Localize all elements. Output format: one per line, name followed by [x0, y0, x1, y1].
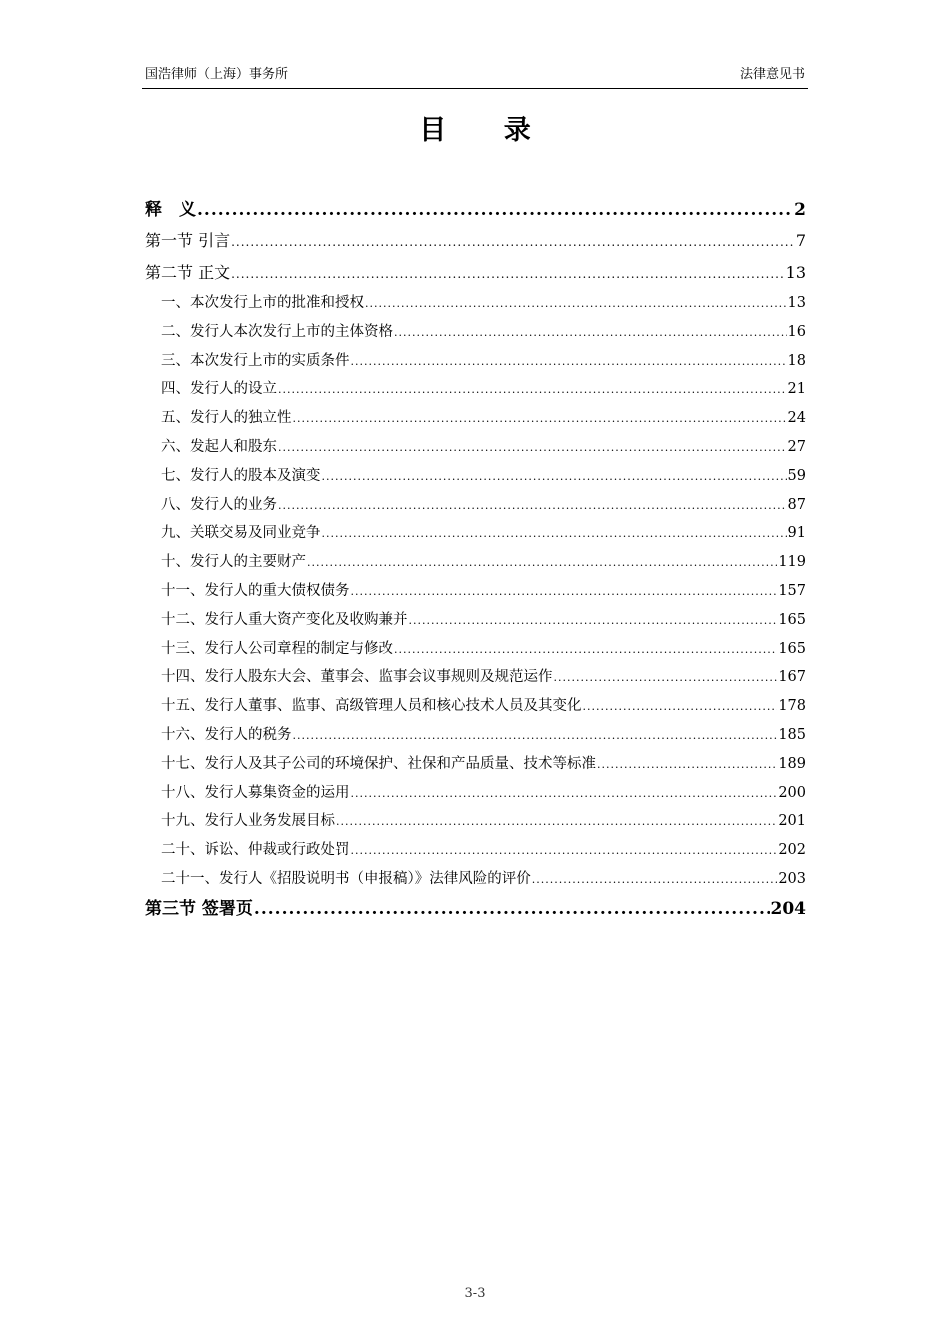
toc-entry[interactable] [145, 779, 806, 808]
toc-leader-dots [351, 578, 778, 607]
toc-entry[interactable] [145, 635, 806, 664]
toc-entry[interactable] [145, 692, 806, 721]
toc-entry-page: 2 [794, 200, 806, 220]
toc-leader-dots [336, 808, 777, 837]
toc-leader-dots [231, 226, 795, 258]
toc-entry-page: 119 [778, 554, 806, 571]
toc-entry-label: 九、关联交易及同业竞争 [161, 525, 321, 542]
toc-leader-dots [293, 405, 787, 434]
toc-entry-page: 165 [778, 611, 806, 628]
toc-leader-dots [278, 376, 787, 405]
toc-entry-page: 18 [787, 352, 806, 369]
toc-leader-dots [254, 894, 770, 924]
toc-entry-label: 七、发行人的股本及演变 [161, 467, 321, 484]
toc-entry-page: 203 [778, 870, 806, 887]
toc-entry-label: 第二节 正文 [145, 263, 231, 282]
toc-leader-dots [278, 492, 787, 521]
toc-entry-label: 十五、发行人董事、监事、高级管理人员和核心技术人员及其变化 [161, 698, 582, 715]
toc-entry-label: 释 义 [145, 200, 196, 220]
toc-leader-dots [597, 751, 777, 780]
toc-leader-dots [197, 195, 793, 225]
toc-entry[interactable] [145, 548, 806, 577]
header-firm-name: 国浩律师（上海）事务所 [145, 67, 289, 82]
toc-entry-page: 16 [787, 323, 806, 340]
toc-leader-dots [322, 520, 787, 549]
toc-entry-label: 十七、发行人及其子公司的环境保护、社保和产品质量、技术等标准 [161, 755, 596, 772]
toc-entry-label: 十二、发行人重大资产变化及收购兼并 [161, 611, 408, 628]
toc-title: 目 录 [419, 115, 555, 146]
toc-entry[interactable] [145, 491, 806, 520]
toc-entry-label: 二十、诉讼、仲裁或行政处罚 [161, 842, 350, 859]
toc-entry-page: 91 [787, 525, 806, 542]
toc-entry-label: 四、发行人的设立 [161, 381, 277, 398]
toc-entry[interactable] [145, 894, 806, 924]
toc-entry-page: 202 [778, 842, 806, 859]
page-header [142, 66, 808, 89]
toc-entry-page: 189 [778, 755, 806, 772]
toc-leader-dots [583, 693, 778, 722]
toc-entry-label: 六、发起人和股东 [161, 438, 277, 455]
toc-entry-page: 185 [778, 726, 806, 743]
toc-leader-dots [554, 664, 778, 693]
toc-entry-label: 十一、发行人的重大债权债务 [161, 582, 350, 599]
toc-leader-dots [532, 866, 778, 895]
table-of-contents [145, 195, 806, 924]
toc-entry-label: 十六、发行人的税务 [161, 726, 292, 743]
toc-entry-label: 十八、发行人募集资金的运用 [161, 784, 350, 801]
toc-leader-dots [365, 290, 787, 319]
header-document-type: 法律意见书 [739, 67, 805, 82]
toc-leader-dots [394, 319, 787, 348]
toc-entry-page: 24 [787, 410, 806, 427]
toc-entry-page: 59 [787, 467, 806, 484]
toc-entry-page: 13 [785, 263, 806, 282]
toc-entry-label: 五、发行人的独立性 [161, 410, 292, 427]
toc-entry-label: 八、发行人的业务 [161, 496, 277, 513]
toc-entry-label: 十九、发行人业务发展目标 [161, 813, 335, 830]
page-number: 3-3 [464, 1286, 486, 1301]
toc-entry-page: 201 [778, 813, 806, 830]
toc-entry-page: 165 [778, 640, 806, 657]
toc-entry-page: 87 [787, 496, 806, 513]
toc-entry[interactable] [145, 225, 806, 257]
toc-entry[interactable] [145, 375, 806, 404]
toc-entry-label: 十四、发行人股东大会、董事会、监事会议事规则及规范运作 [161, 669, 553, 686]
toc-entry[interactable] [145, 318, 806, 347]
toc-leader-dots [307, 549, 777, 578]
toc-entry-label: 三、本次发行上市的实质条件 [161, 352, 350, 369]
toc-entry[interactable] [145, 347, 806, 376]
toc-leader-dots [351, 348, 787, 377]
toc-leader-dots [231, 258, 785, 290]
toc-entry-page: 27 [787, 438, 806, 455]
toc-entry-page: 178 [778, 698, 806, 715]
toc-entry[interactable] [145, 404, 806, 433]
toc-entry-label: 第三节 签署页 [145, 898, 253, 919]
toc-entry[interactable] [145, 462, 806, 491]
toc-entry[interactable] [145, 433, 806, 462]
toc-entry-page: 7 [795, 231, 806, 250]
toc-entry[interactable] [145, 663, 806, 692]
toc-entry[interactable] [145, 807, 806, 836]
toc-leader-dots [351, 780, 778, 809]
toc-entry[interactable] [145, 750, 806, 779]
toc-entry-label: 十、发行人的主要财产 [161, 554, 306, 571]
toc-entry[interactable] [145, 289, 806, 318]
toc-entry-page: 21 [787, 381, 806, 398]
toc-entry-label: 二十一、发行人《招股说明书（申报稿）》法律风险的评价 [161, 870, 531, 887]
toc-leader-dots [351, 837, 778, 866]
toc-entry[interactable] [145, 606, 806, 635]
toc-entry[interactable] [145, 519, 806, 548]
toc-leader-dots [278, 434, 787, 463]
toc-entry-page: 200 [778, 784, 806, 801]
toc-entry-page: 204 [770, 898, 806, 919]
toc-entry-page: 157 [778, 582, 806, 599]
toc-entry-label: 第一节 引言 [145, 231, 231, 250]
toc-leader-dots [394, 636, 777, 665]
toc-leader-dots [293, 722, 778, 751]
toc-entry[interactable] [145, 257, 806, 289]
toc-entry[interactable] [145, 721, 806, 750]
toc-leader-dots [322, 463, 787, 492]
toc-entry-label: 二、发行人本次发行上市的主体资格 [161, 323, 393, 340]
toc-entry-label: 十三、发行人公司章程的制定与修改 [161, 640, 393, 657]
toc-entry[interactable] [145, 195, 806, 225]
toc-entry-page: 13 [787, 295, 806, 311]
toc-entry-page: 167 [778, 669, 806, 686]
toc-entry[interactable] [145, 577, 806, 606]
toc-entry-label: 一、本次发行上市的批准和授权 [161, 295, 364, 311]
toc-entry[interactable] [145, 836, 806, 865]
toc-leader-dots [409, 607, 778, 636]
toc-entry[interactable] [145, 865, 806, 894]
